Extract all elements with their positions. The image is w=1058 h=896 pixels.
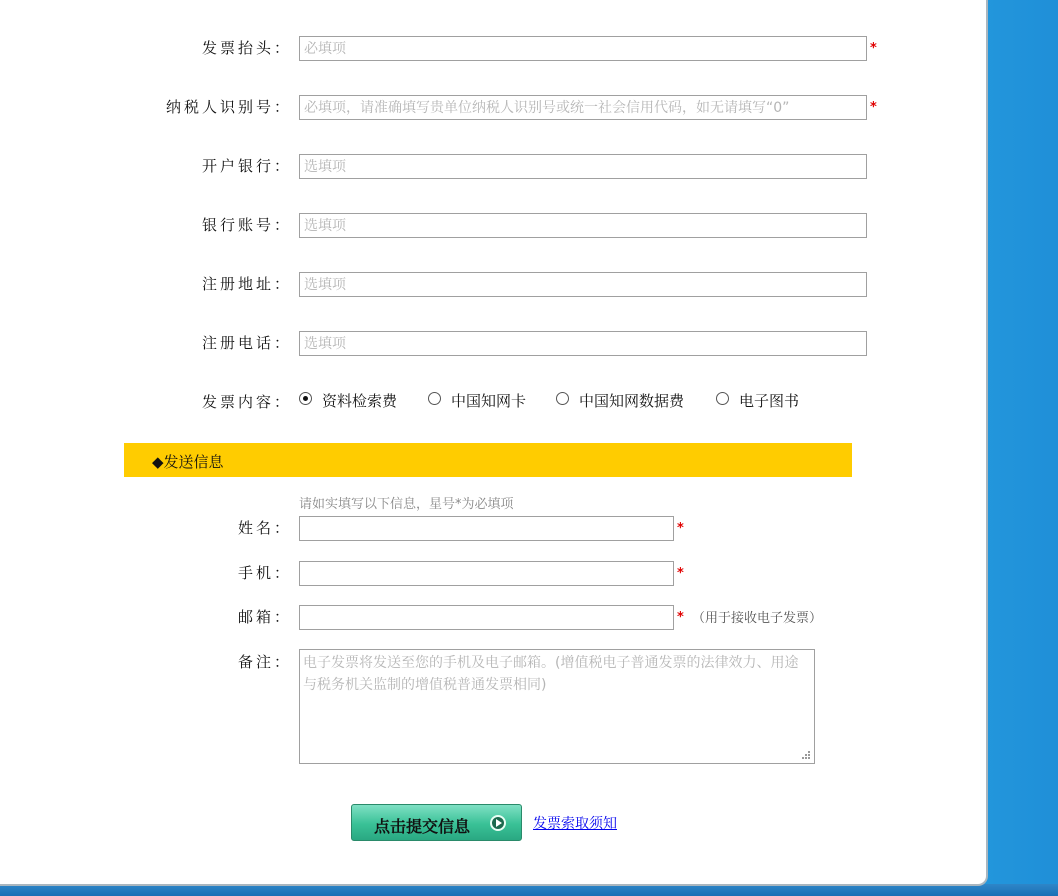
account-label: 银行账号： xyxy=(201,216,292,234)
form-hint: 请如实填写以下信息，星号*为必填项 xyxy=(299,497,514,512)
tax-id-input[interactable] xyxy=(299,95,867,120)
email-input[interactable] xyxy=(299,605,674,630)
mobile-input[interactable] xyxy=(299,561,674,586)
email-note: （用于接收电子发票） xyxy=(692,611,823,626)
radio-label-3[interactable]: 电子图书 xyxy=(739,392,800,410)
invoice-content-label: 发票内容： xyxy=(201,393,292,411)
required-mark: * xyxy=(677,521,684,536)
radio-option-3[interactable] xyxy=(716,392,729,405)
phone-label: 注册电话： xyxy=(201,334,292,352)
radio-option-2[interactable] xyxy=(556,392,569,405)
bank-input[interactable] xyxy=(299,154,867,179)
invoice-notice-link[interactable]: 发票索取须知 xyxy=(533,816,617,832)
address-input[interactable] xyxy=(299,272,867,297)
resize-grip-icon[interactable] xyxy=(801,750,811,760)
send-info-section-bar xyxy=(124,443,852,477)
bank-label: 开户银行： xyxy=(201,157,292,175)
radio-label-2[interactable]: 中国知网数据费 xyxy=(579,392,685,410)
play-arrow-icon xyxy=(490,815,506,831)
submit-button[interactable] xyxy=(351,804,522,841)
phone-input[interactable] xyxy=(299,331,867,356)
radio-label-0[interactable]: 资料检索费 xyxy=(322,392,398,410)
radio-label-1[interactable]: 中国知网卡 xyxy=(451,392,527,410)
radio-option-1[interactable] xyxy=(428,392,441,405)
invoice-title-label: 发票抬头： xyxy=(201,39,292,57)
remark-textarea[interactable] xyxy=(299,649,815,764)
email-label: 邮箱： xyxy=(237,608,292,626)
tax-id-label: 纳税人识别号： xyxy=(165,98,292,116)
required-mark: * xyxy=(870,100,877,115)
section-title: ◆发送信息 xyxy=(152,453,224,471)
name-label: 姓名： xyxy=(237,519,292,537)
required-mark: * xyxy=(870,41,877,56)
mobile-label: 手机： xyxy=(237,564,292,582)
remark-label: 备注： xyxy=(237,653,292,671)
invoice-title-input[interactable] xyxy=(299,36,867,61)
required-mark: * xyxy=(677,610,684,625)
submit-label: 点击提交信息 xyxy=(374,817,471,836)
address-label: 注册地址： xyxy=(201,275,292,293)
account-input[interactable] xyxy=(299,213,867,238)
name-input[interactable] xyxy=(299,516,674,541)
required-mark: * xyxy=(677,566,684,581)
radio-option-0[interactable] xyxy=(299,392,312,405)
